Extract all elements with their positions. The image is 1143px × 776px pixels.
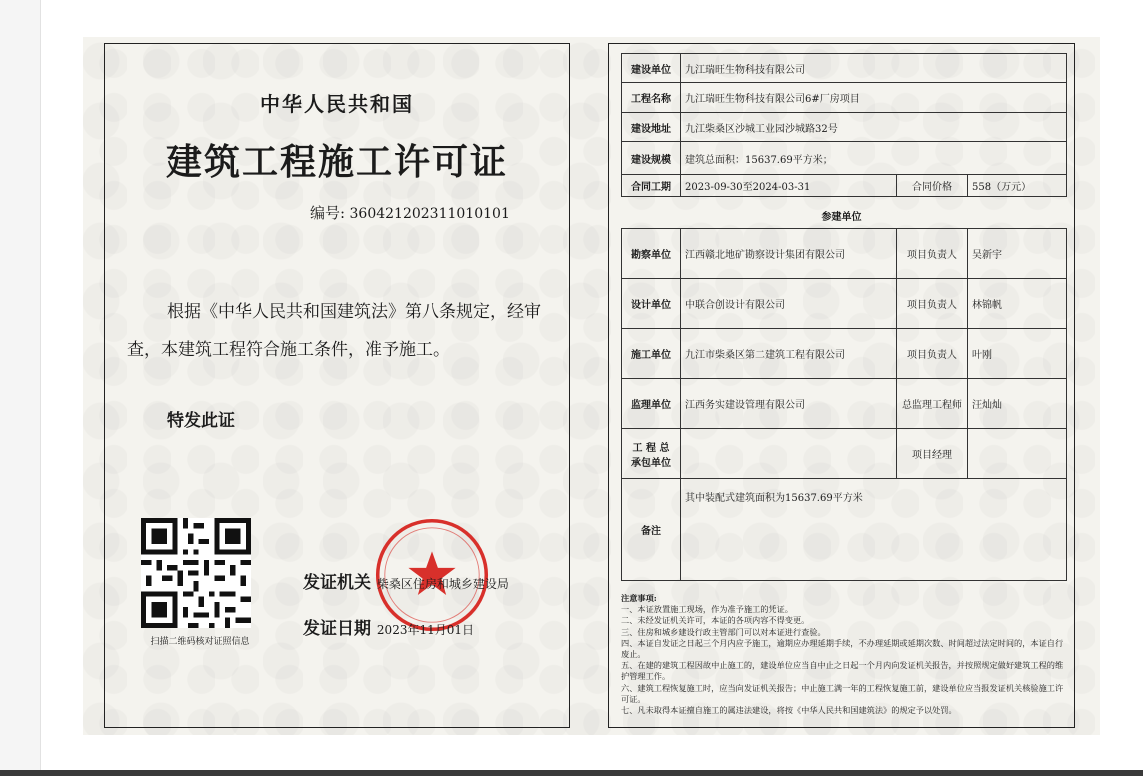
certificate-front-panel <box>104 43 570 728</box>
table-row <box>622 279 1067 329</box>
supervise-label: 监理单位 <box>622 379 681 429</box>
approval-text-line-2: 查，本建筑工程符合施工条件，准予施工。 <box>127 340 450 360</box>
approval-text-line-1: 根据《中华人民共和国建筑法》第八条规定，经审 <box>167 302 541 322</box>
general-pm <box>968 429 1067 479</box>
address-value: 九江柴桑区沙城工业园沙城路32号 <box>681 113 1067 142</box>
project-name-label: 工程名称 <box>622 83 681 113</box>
country-name: 中华人民共和国 <box>260 92 414 116</box>
scale-value: 建筑总面积：15637.69平方米； <box>681 142 1067 175</box>
viewer-bottom-bar <box>0 770 1143 776</box>
table-row <box>622 479 1067 581</box>
issue-date-label: 发证日期 <box>303 619 371 639</box>
supervise-pm-label: 总监理工程师 <box>897 379 968 429</box>
issuer-label: 发证机关 <box>303 573 371 593</box>
certificate-title: 建筑工程施工许可证 <box>165 141 508 183</box>
design-unit: 中联合创设计有限公司 <box>681 279 897 329</box>
table-row <box>622 329 1067 379</box>
remark-label: 备注 <box>622 479 681 581</box>
construct-pm: 叶刚 <box>968 329 1067 379</box>
construct-pm-label: 项目负责人 <box>897 329 968 379</box>
general-contractor-unit <box>681 429 897 479</box>
table-row <box>622 175 1067 197</box>
construct-unit: 九江市柴桑区第二建筑工程有限公司 <box>681 329 897 379</box>
general-contractor-label: 工 程 总 承包单位 <box>622 429 681 479</box>
participants-table <box>621 228 1067 581</box>
table-row <box>622 429 1067 479</box>
table-row <box>622 229 1067 279</box>
project-info-table <box>621 53 1067 197</box>
build-unit-label: 建设单位 <box>622 54 681 83</box>
special-issue-text: 特发此证 <box>167 411 235 431</box>
issue-date-value: 2023年11月01日 <box>376 623 475 637</box>
project-name-value: 九江瑞旺生物科技有限公司6#厂房项目 <box>681 83 1067 113</box>
issuer-value: 柴桑区住房和城乡建设局 <box>376 577 509 591</box>
contract-price-value: 558（万元） <box>968 175 1067 197</box>
design-label: 设计单位 <box>622 279 681 329</box>
qr-caption: 扫描二维码核对证照信息 <box>150 637 250 647</box>
table-row <box>622 142 1067 175</box>
notes-item: 五、在建的建筑工程因故中止施工的，建设单位应当自中止之日起一个月内向发证机关报告，并按照规定做好建筑工程的维护管理工作。 <box>621 660 1064 682</box>
serial-value: 360421202311010101 <box>349 206 510 222</box>
table-row <box>622 113 1067 142</box>
scale-label: 建设规模 <box>622 142 681 175</box>
survey-unit: 江西赣北地矿勘察设计集团有限公司 <box>681 229 897 279</box>
address-label: 建设地址 <box>622 113 681 142</box>
contract-period-value: 2023-09-30至2024-03-31 <box>681 175 897 197</box>
contract-period-label: 合同工期 <box>622 175 681 197</box>
viewer-left-margin <box>0 0 41 776</box>
table-row <box>622 54 1067 83</box>
table-row <box>622 83 1067 113</box>
serial-label: 编号: <box>310 204 346 222</box>
table-row <box>622 379 1067 429</box>
notes-item: 四、本证自发证之日起三个月内应予施工，逾期应办理延期手续，不办理延期或延期次数、时间超过法定时间的，本证自行废止。 <box>621 637 1064 660</box>
notes-item: 三、住房和城乡建设行政主管部门可以对本证进行查验。 <box>621 626 826 637</box>
construct-label: 施工单位 <box>622 329 681 379</box>
issue-date <box>303 614 474 639</box>
notes-item: 一、本证放置施工现场，作为准予施工的凭证。 <box>621 604 793 615</box>
qr-code-icon <box>141 518 251 628</box>
notes-item: 二、未经发证机关许可，本证的各项内容不得变更。 <box>621 615 810 626</box>
survey-pm-label: 项目负责人 <box>897 229 968 279</box>
design-pm: 林锦帆 <box>968 279 1067 329</box>
design-pm-label: 项目负责人 <box>897 279 968 329</box>
supervise-pm: 汪灿灿 <box>968 379 1067 429</box>
general-pm-label: 项目经理 <box>897 429 968 479</box>
supervise-unit: 江西务实建设管理有限公司 <box>681 379 897 429</box>
build-unit-value: 九江瑞旺生物科技有限公司 <box>681 54 1067 83</box>
certificate-details-panel <box>608 43 1075 728</box>
notes-section <box>621 593 1067 716</box>
notes-item: 七、凡未取得本证擅自施工的属违法建设，将按《中华人民共和国建筑法》的规定予以处罚。 <box>621 705 957 716</box>
notes-title: 注意事项: <box>621 593 657 603</box>
issuing-authority <box>303 568 509 593</box>
survey-pm: 吴新宇 <box>968 229 1067 279</box>
notes-item: 六、建筑工程恢复施工时，应当向发证机关报告；中止施工满一年的工程恢复施工前，建设单位应当报发证机关核验施工许可证。 <box>621 682 1064 704</box>
survey-label: 勘察单位 <box>622 229 681 279</box>
remark-value: 其中装配式建筑面积为15637.69平方米 <box>681 479 1067 581</box>
contract-price-label: 合同价格 <box>897 175 968 197</box>
serial-number <box>310 202 510 223</box>
participants-title: 参建单位 <box>821 212 862 223</box>
